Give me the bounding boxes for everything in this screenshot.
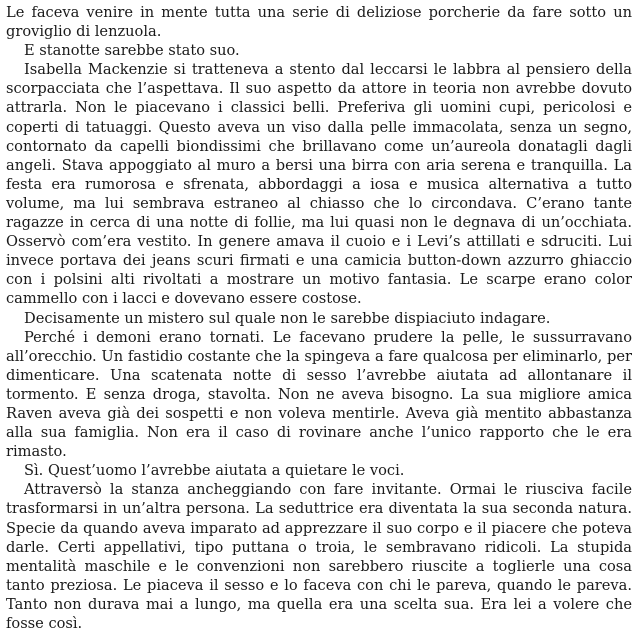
document-page: [6, 3, 632, 633]
paragraph: Isabella Mackenzie si tratteneva a stento dal leccarsi le labbra al pensiero della scorpacciata che l’aspettava. Il suo aspetto da attore in teoria non avrebbe dovuto attrarla. Non le piacevano i classici belli. Preferiva gli uomini cupi, pericolosi e coperti di tatuaggi. Questo aveva un viso dalla pelle immacolata, senza un segno, contornato da capelli biondissimi che brillavano come un’aureola donatagli dagli angeli. Stava appoggiato al muro a bersi una birra con aria serena e tranquilla. La festa era rumorosa e sfrenata, abbordaggi a iosa e musica alternativa a tutto volume, ma lui sembrava estraneo al chiasso che lo circondava. C’erano tante ragazze in cerca di una notte di follie, ma lui quasi non le degnava di un’occhiata. Osservò com’era vestito. In genere amava il cuoio e i Levi’s attillati e sdruciti. Lui invece portava dei jeans scuri firmati e una camicia button-down azzurro ghiaccio con i polsini alti rivoltati a mostrare un motivo fantasia. Le scarpe erano color cammello con i lacci e dovevano essere costose.: [6, 61, 632, 308]
paragraph: Sì. Quest’uomo l’avrebbe aiutata a quietare le voci.: [24, 462, 405, 480]
paragraph: E stanotte sarebbe stato suo.: [24, 42, 240, 60]
paragraph: Perché i demoni erano tornati. Le facevano prudere la pelle, le sussurravano all’orecchio. Un fastidio costante che la spingeva a fare qualcosa per eliminarlo, per dimenticare. Una scatenata notte di sesso l’avrebbe aiutata ad allontanare il tormento. E senza droga, stavolta. Non ne aveva bisogno. La sua migliore amica Raven aveva già dei sospetti e non voleva mentirle. Aveva già mentito abbastanza alla sua famiglia. Non era il caso di rovinare anche l’unico rapporto che le era rimasto.: [6, 328, 632, 461]
paragraph: Le faceva venire in mente tutta una serie di deliziose porcherie da fare sotto un groviglio di lenzuola.: [6, 4, 632, 41]
paragraph: Attraversò la stanza ancheggiando con fare invitante. Ormai le riusciva facile trasformarsi in un’altra persona. La seduttrice era diventata la sua seconda natura. Specie da quando aveva imparato ad apprezzare il suo corpo e il piacere che poteva darle. Certi appellativi, tipo puttana o troia, le sembravano ridicoli. La stupida mentalità maschile e le convenzioni non sarebbero riuscite a toglierle una cosa tanto preziosa. Le piaceva il sesso e lo faceva con chi le pareva, quando le pareva. Tanto non durava mai a lungo, ma quella era una scelta sua. Era lei a volere che fosse così.: [6, 481, 632, 632]
paragraph: Decisamente un mistero sul quale non le sarebbe dispiaciuto indagare.: [24, 309, 551, 327]
